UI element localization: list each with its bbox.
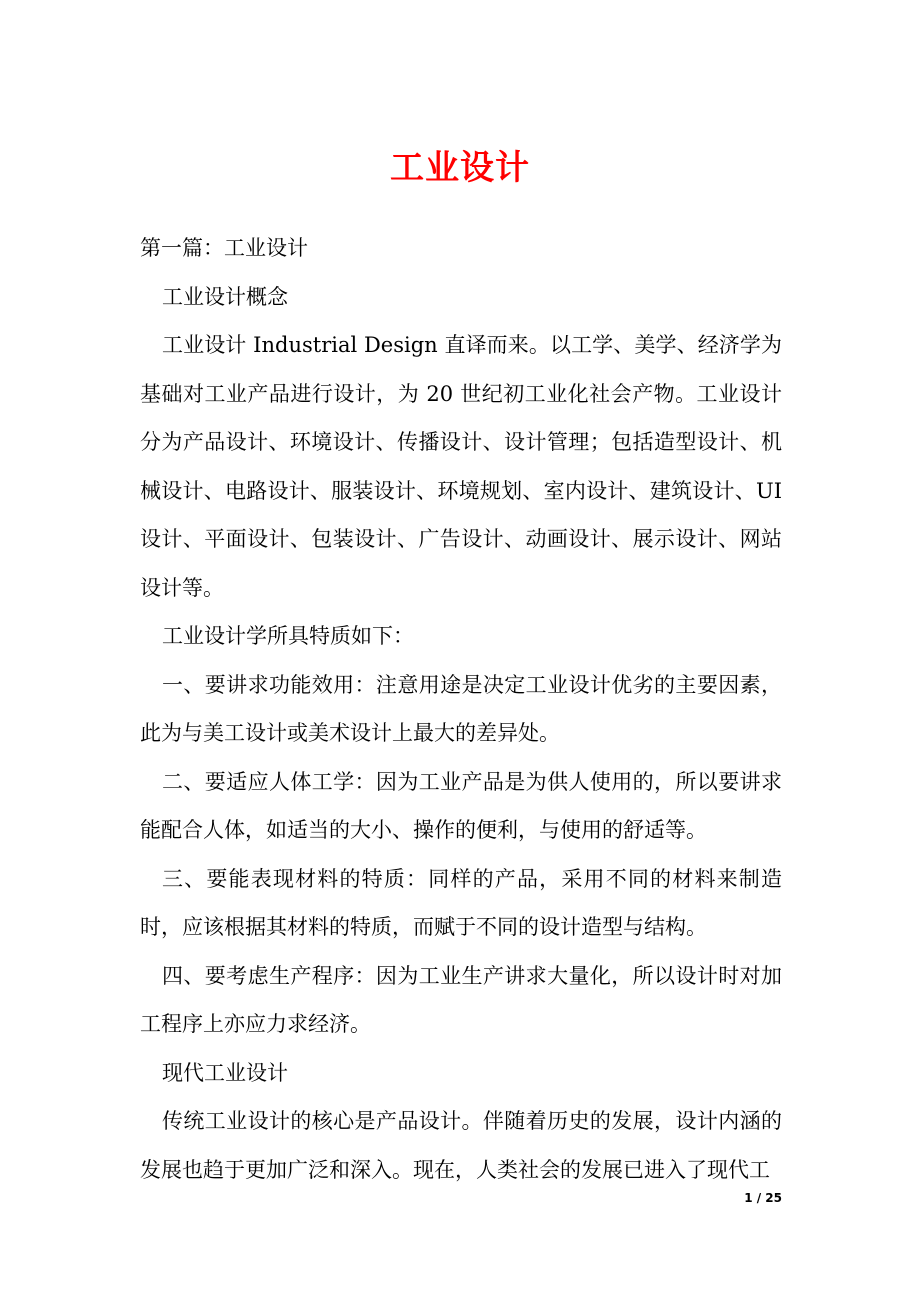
subheading-concept: 工业设计概念 xyxy=(162,284,288,309)
paragraph-modern: 传统工业设计的核心是产品设计。伴随着历史的发展，设计内涵的发展也趋于更加广泛和深入。现在，人类社会的发展已进入了现代工 xyxy=(140,1109,782,1182)
paragraph-trait-1: 一、要讲求功能效用：注意用途是决定工业设计优劣的主要因素，此为与美工设计或美术设计上最大的差异处。 xyxy=(140,672,782,745)
paragraph-trait-4: 四、要考虑生产程序：因为工业生产讲求大量化，所以设计时对加工程序上亦应力求经济。 xyxy=(140,963,782,1036)
document-body xyxy=(140,224,782,1194)
paragraph-traits-intro: 工业设计学所具特质如下： xyxy=(162,624,414,648)
paragraph-definition: 工业设计 Industrial Design 直译而来。以工学、美学、经济学为基础对工业产品进行设计，为 20 世纪初工业化社会产物。工业设计分为产品设计、环境设计、传播设计、设计管理；包括造型设计、机械设计、电路设计、服装设计、环境规划、室内设计、建筑设计、UI 设计、平面设计、包装设计、广告设计、动画设计、展示设计、网站设计等。 xyxy=(140,333,782,600)
document-title: 工业设计 xyxy=(390,148,530,188)
paragraph-trait-2: 二、要适应人体工学：因为工业产品是为供人使用的，所以要讲求能配合人体，如适当的大小、操作的便利，与使用的舒适等。 xyxy=(140,769,782,842)
subheading-modern: 现代工业设计 xyxy=(162,1060,288,1085)
paragraph-trait-3: 三、要能表现材料的特质：同样的产品，采用不同的材料来制造时，应该根据其材料的特质，而赋于不同的设计造型与结构。 xyxy=(140,866,782,939)
page-number: 1 / 25 xyxy=(744,1191,782,1205)
section-heading: 第一篇：工业设计 xyxy=(140,236,308,260)
